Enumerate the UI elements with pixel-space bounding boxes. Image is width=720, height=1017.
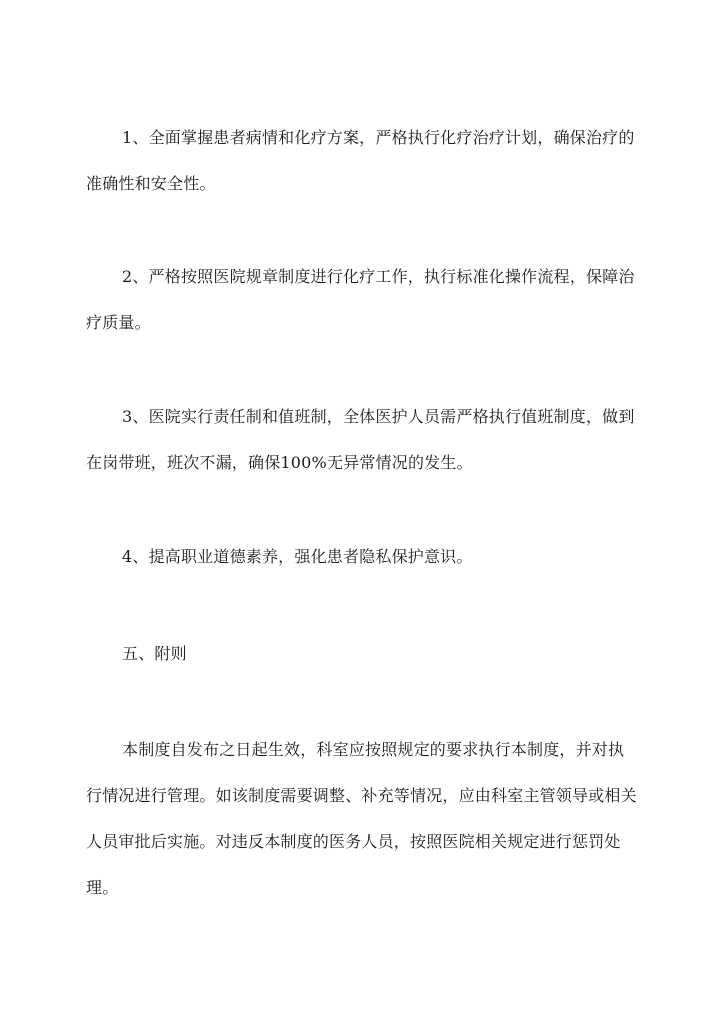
paragraph-item-3: 3、医院实行责任制和值班制，全体医护人员需严格执行值班制度，做到在岗带班，班次不漏，确保100%无异常情况的发生。 [86,407,635,472]
paragraph-appendix-body: 本制度自发布之日起生效，科室应按照规定的要求执行本制度，并对执行情况进行管理。如该制度需要调整、补充等情况，应由科室主管领导或相关人员审批后实施。对违反本制度的医务人员，按照医院相关规定进行惩罚处理。 [86,740,637,897]
paragraph-item-4: 4、提高职业道德素养，强化患者隐私保护意识。 [122,547,473,566]
section-heading-appendix: 五、附则 [122,644,187,663]
paragraph-item-1: 1、全面掌握患者病情和化疗方案，严格执行化疗治疗计划，确保治疗的准确性和安全性。 [86,128,635,193]
paragraph-item-2: 2、严格按照医院规章制度进行化疗工作，执行标准化操作流程，保障治疗质量。 [86,267,635,332]
